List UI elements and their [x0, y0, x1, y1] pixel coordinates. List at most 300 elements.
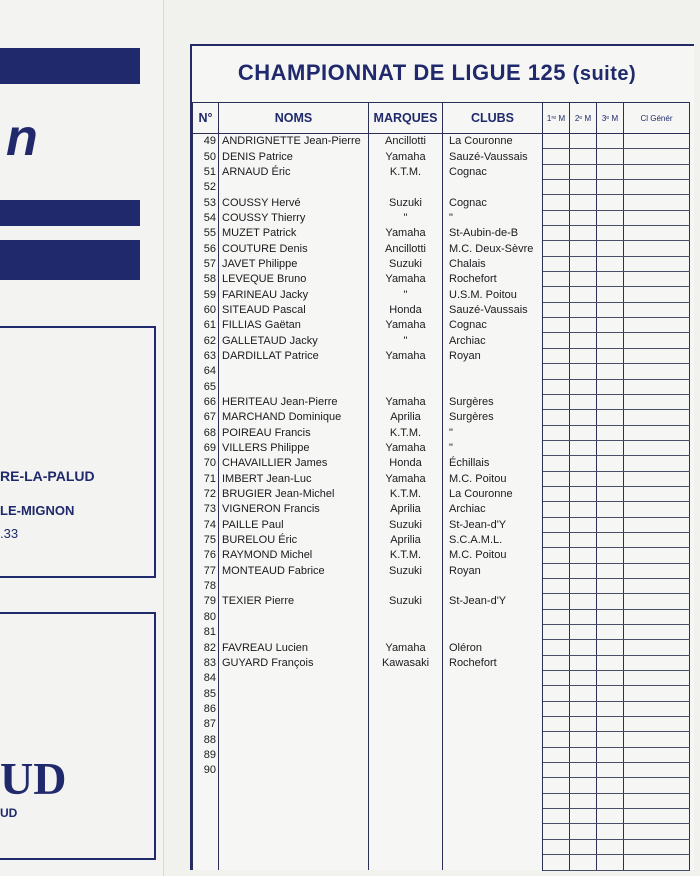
empty-cell: [193, 793, 219, 808]
rider-name: SITEAUD Pascal: [219, 302, 369, 317]
result-cell-manche-1: [543, 256, 570, 271]
result-cell-manche-1: [543, 701, 570, 716]
rider-marque: Suzuki: [369, 256, 443, 271]
row-number: 81: [193, 625, 219, 640]
rider-club: St-Aubin-de-B: [443, 226, 543, 241]
empty-cell: [443, 824, 543, 839]
result-cell-manche-2: [570, 686, 597, 701]
result-cell-general: [624, 471, 690, 486]
result-cell-manche-3: [597, 655, 624, 670]
result-cell-general: [624, 348, 690, 363]
row-number: 63: [193, 348, 219, 363]
row-number: 51: [193, 164, 219, 179]
rider-club: [443, 364, 543, 379]
result-cell-manche-2: [570, 333, 597, 348]
result-cell-manche-1: [543, 517, 570, 532]
result-cell-manche-2: [570, 763, 597, 778]
result-cell-manche-1: [543, 594, 570, 609]
table-row: [193, 272, 690, 287]
empty-cell: [369, 839, 443, 854]
row-number: 49: [193, 134, 219, 149]
result-cell-general: [624, 486, 690, 501]
row-number: 50: [193, 149, 219, 164]
result-cell-manche-1: [543, 210, 570, 225]
rider-marque: [369, 364, 443, 379]
header-classement-general: Cl Génér: [624, 103, 690, 134]
result-cell-general: [624, 287, 690, 302]
result-cell-manche-3: [597, 594, 624, 609]
table-row: [193, 195, 690, 210]
result-cell-manche-2: [570, 747, 597, 762]
rider-marque: [369, 686, 443, 701]
result-cell-manche-2: [570, 410, 597, 425]
empty-cell: [219, 778, 369, 793]
result-cell-manche-2: [570, 348, 597, 363]
empty-cell: [570, 778, 597, 793]
row-number: 58: [193, 272, 219, 287]
result-cell-manche-1: [543, 164, 570, 179]
result-cell-manche-3: [597, 195, 624, 210]
empty-cell: [570, 855, 597, 870]
result-cell-manche-3: [597, 701, 624, 716]
table-row: [193, 210, 690, 225]
empty-cell: [219, 809, 369, 824]
rider-name: FAVREAU Lucien: [219, 640, 369, 655]
row-number: 71: [193, 471, 219, 486]
left-page-logo: n: [6, 109, 37, 167]
empty-cell: [597, 809, 624, 824]
empty-cell: [443, 778, 543, 793]
rider-marque: Ancillotti: [369, 241, 443, 256]
empty-cell: [193, 855, 219, 870]
rider-marque: Aprilia: [369, 410, 443, 425]
empty-cell: [219, 793, 369, 808]
rider-marque: Yamaha: [369, 394, 443, 409]
rider-club: Archiac: [443, 502, 543, 517]
rider-club: [443, 609, 543, 624]
result-cell-manche-2: [570, 471, 597, 486]
result-cell-manche-1: [543, 502, 570, 517]
rider-club: St-Jean-d'Y: [443, 517, 543, 532]
result-cell-manche-2: [570, 134, 597, 149]
table-row: [193, 394, 690, 409]
table-row: [193, 563, 690, 578]
table-row: [193, 410, 690, 425]
empty-cell: [597, 778, 624, 793]
rider-marque: Suzuki: [369, 594, 443, 609]
rider-name: [219, 686, 369, 701]
result-cell-general: [624, 272, 690, 287]
row-number: 61: [193, 318, 219, 333]
empty-cell: [369, 809, 443, 824]
table-row: [193, 594, 690, 609]
empty-cell: [443, 793, 543, 808]
left-page-top-bar: [0, 48, 140, 84]
rider-club: Royan: [443, 348, 543, 363]
result-cell-manche-3: [597, 747, 624, 762]
rider-marque: [369, 717, 443, 732]
result-cell-manche-1: [543, 440, 570, 455]
result-cell-manche-2: [570, 563, 597, 578]
table-row: [193, 640, 690, 655]
rider-name: MUZET Patrick: [219, 226, 369, 241]
rider-marque: K.T.M.: [369, 425, 443, 440]
results-table: [192, 102, 690, 871]
result-cell-manche-1: [543, 671, 570, 686]
result-cell-general: [624, 732, 690, 747]
rider-club: Cognac: [443, 195, 543, 210]
table-row: [193, 287, 690, 302]
table-row: [193, 164, 690, 179]
rider-name: FILLIAS Gaëtan: [219, 318, 369, 333]
rider-name: BRUGIER Jean-Michel: [219, 486, 369, 501]
table-row: [193, 180, 690, 195]
result-cell-manche-3: [597, 149, 624, 164]
table-row: [193, 333, 690, 348]
table-row-empty: [193, 824, 690, 839]
row-number: 56: [193, 241, 219, 256]
table-row-empty: [193, 778, 690, 793]
rider-club: [443, 671, 543, 686]
table-row: [193, 348, 690, 363]
result-cell-manche-2: [570, 364, 597, 379]
row-number: 77: [193, 563, 219, 578]
rider-name: DENIS Patrice: [219, 149, 369, 164]
row-number: 52: [193, 180, 219, 195]
sheet-title: [192, 60, 682, 86]
table-row-empty: [193, 855, 690, 870]
result-cell-manche-2: [570, 272, 597, 287]
row-number: 82: [193, 640, 219, 655]
result-cell-general: [624, 241, 690, 256]
result-cell-manche-2: [570, 256, 597, 271]
rider-club: Royan: [443, 563, 543, 578]
left-page-mid-bar: [0, 200, 140, 226]
result-cell-manche-3: [597, 318, 624, 333]
result-cell-manche-1: [543, 241, 570, 256]
result-cell-manche-3: [597, 625, 624, 640]
rider-marque: Suzuki: [369, 517, 443, 532]
row-number: 55: [193, 226, 219, 241]
result-cell-manche-3: [597, 686, 624, 701]
rider-marque: ": [369, 210, 443, 225]
result-cell-manche-1: [543, 394, 570, 409]
result-cell-general: [624, 640, 690, 655]
row-number: 86: [193, 701, 219, 716]
result-cell-manche-3: [597, 379, 624, 394]
table-row: [193, 686, 690, 701]
empty-cell: [543, 778, 570, 793]
results-sheet: [190, 44, 694, 870]
result-cell-manche-2: [570, 195, 597, 210]
rider-name: DARDILLAT Patrice: [219, 348, 369, 363]
result-cell-general: [624, 425, 690, 440]
rider-marque: K.T.M.: [369, 548, 443, 563]
rider-name: VILLERS Philippe: [219, 440, 369, 455]
rider-club: Échillais: [443, 456, 543, 471]
rider-marque: Yamaha: [369, 640, 443, 655]
header-manche-3: 3ᵉ M: [597, 103, 624, 134]
empty-cell: [597, 839, 624, 854]
rider-marque: Yamaha: [369, 318, 443, 333]
result-cell-manche-1: [543, 471, 570, 486]
result-cell-manche-2: [570, 379, 597, 394]
rider-club: [443, 379, 543, 394]
rider-club: [443, 701, 543, 716]
empty-cell: [624, 839, 690, 854]
rider-club: ": [443, 440, 543, 455]
row-number: 53: [193, 195, 219, 210]
row-number: 76: [193, 548, 219, 563]
rider-marque: Suzuki: [369, 195, 443, 210]
result-cell-general: [624, 686, 690, 701]
rider-name: RAYMOND Michel: [219, 548, 369, 563]
result-cell-manche-3: [597, 410, 624, 425]
table-row: [193, 226, 690, 241]
empty-cell: [624, 855, 690, 870]
rider-marque: Aprilia: [369, 532, 443, 547]
row-number: 64: [193, 364, 219, 379]
result-cell-general: [624, 318, 690, 333]
row-number: 74: [193, 517, 219, 532]
result-cell-general: [624, 440, 690, 455]
result-cell-general: [624, 149, 690, 164]
rider-club: Surgères: [443, 394, 543, 409]
table-row: [193, 517, 690, 532]
result-cell-manche-3: [597, 302, 624, 317]
left-page-mid-bar-2: [0, 240, 140, 280]
rider-name: JAVET Philippe: [219, 256, 369, 271]
table-row: [193, 763, 690, 778]
result-cell-manche-2: [570, 425, 597, 440]
rider-club: Archiac: [443, 333, 543, 348]
rider-marque: K.T.M.: [369, 486, 443, 501]
result-cell-manche-3: [597, 717, 624, 732]
result-cell-general: [624, 226, 690, 241]
result-cell-manche-2: [570, 655, 597, 670]
empty-cell: [443, 839, 543, 854]
empty-cell: [443, 809, 543, 824]
empty-cell: [443, 855, 543, 870]
row-number: 85: [193, 686, 219, 701]
rider-club: S.C.A.M.L.: [443, 532, 543, 547]
empty-cell: [193, 778, 219, 793]
left-page-fragment: [0, 0, 164, 876]
rider-marque: [369, 732, 443, 747]
result-cell-general: [624, 763, 690, 778]
row-number: 75: [193, 532, 219, 547]
result-cell-general: [624, 594, 690, 609]
rider-name: VIGNERON Francis: [219, 502, 369, 517]
header-manche-2: 2ᵉ M: [570, 103, 597, 134]
row-number: 54: [193, 210, 219, 225]
rider-club: La Couronne: [443, 486, 543, 501]
result-cell-manche-2: [570, 287, 597, 302]
empty-cell: [543, 824, 570, 839]
result-cell-manche-3: [597, 440, 624, 455]
result-cell-manche-1: [543, 563, 570, 578]
rider-marque: Kawasaki: [369, 655, 443, 670]
title-main: CHAMPIONNAT DE LIGUE 125: [237, 60, 567, 85]
rider-name: FARINEAU Jacky: [219, 287, 369, 302]
rider-name: [219, 701, 369, 716]
result-cell-manche-3: [597, 180, 624, 195]
rider-name: COUSSY Thierry: [219, 210, 369, 225]
result-cell-manche-3: [597, 456, 624, 471]
rider-name: [219, 763, 369, 778]
table-row: [193, 241, 690, 256]
rider-marque: Yamaha: [369, 272, 443, 287]
rider-club: St-Jean-d'Y: [443, 594, 543, 609]
result-cell-manche-3: [597, 164, 624, 179]
empty-cell: [369, 778, 443, 793]
result-cell-manche-3: [597, 640, 624, 655]
table-row: [193, 379, 690, 394]
empty-cell: [219, 824, 369, 839]
result-cell-manche-2: [570, 164, 597, 179]
row-number: 68: [193, 425, 219, 440]
header-num: N°: [193, 103, 219, 134]
rider-marque: Ancillotti: [369, 134, 443, 149]
result-cell-manche-1: [543, 226, 570, 241]
rider-marque: Yamaha: [369, 226, 443, 241]
result-cell-manche-3: [597, 671, 624, 686]
rider-name: [219, 732, 369, 747]
table-row: [193, 486, 690, 501]
rider-name: [219, 578, 369, 593]
table-row: [193, 256, 690, 271]
rider-name: MONTEAUD Fabrice: [219, 563, 369, 578]
rider-club: [443, 747, 543, 762]
result-cell-general: [624, 609, 690, 624]
row-number: 57: [193, 256, 219, 271]
result-cell-manche-1: [543, 410, 570, 425]
header-noms: NOMS: [219, 103, 369, 134]
result-cell-general: [624, 456, 690, 471]
result-cell-manche-2: [570, 532, 597, 547]
table-row-empty: [193, 839, 690, 854]
rider-name: COUSSY Hervé: [219, 195, 369, 210]
empty-cell: [570, 793, 597, 808]
result-cell-general: [624, 655, 690, 670]
rider-name: GALLETAUD Jacky: [219, 333, 369, 348]
result-cell-manche-3: [597, 609, 624, 624]
empty-cell: [369, 855, 443, 870]
result-cell-manche-2: [570, 318, 597, 333]
result-cell-manche-1: [543, 548, 570, 563]
result-cell-manche-3: [597, 578, 624, 593]
result-cell-manche-3: [597, 763, 624, 778]
table-row: [193, 717, 690, 732]
empty-cell: [597, 855, 624, 870]
rider-name: POIREAU Francis: [219, 425, 369, 440]
rider-name: [219, 671, 369, 686]
rider-name: HERITEAU Jean-Pierre: [219, 394, 369, 409]
result-cell-manche-1: [543, 379, 570, 394]
result-cell-manche-3: [597, 425, 624, 440]
result-cell-manche-3: [597, 563, 624, 578]
result-cell-general: [624, 548, 690, 563]
result-cell-manche-1: [543, 655, 570, 670]
rider-name: COUTURE Denis: [219, 241, 369, 256]
result-cell-manche-1: [543, 763, 570, 778]
row-number: 90: [193, 763, 219, 778]
rider-name: TEXIER Pierre: [219, 594, 369, 609]
left-page-small-text: UD: [0, 806, 18, 820]
result-cell-manche-2: [570, 210, 597, 225]
result-cell-manche-1: [543, 425, 570, 440]
result-cell-manche-3: [597, 210, 624, 225]
empty-cell: [193, 809, 219, 824]
rider-club: Cognac: [443, 318, 543, 333]
rider-club: Chalais: [443, 256, 543, 271]
result-cell-manche-2: [570, 241, 597, 256]
rider-marque: [369, 379, 443, 394]
result-cell-manche-1: [543, 732, 570, 747]
result-cell-manche-1: [543, 180, 570, 195]
rider-club: [443, 578, 543, 593]
result-cell-general: [624, 180, 690, 195]
rider-marque: Yamaha: [369, 440, 443, 455]
result-cell-manche-1: [543, 747, 570, 762]
row-number: 67: [193, 410, 219, 425]
row-number: 60: [193, 302, 219, 317]
result-cell-manche-1: [543, 134, 570, 149]
rider-club: [443, 625, 543, 640]
result-cell-general: [624, 517, 690, 532]
table-row-empty: [193, 793, 690, 808]
result-cell-general: [624, 578, 690, 593]
table-row: [193, 671, 690, 686]
table-row: [193, 578, 690, 593]
empty-cell: [193, 839, 219, 854]
result-cell-general: [624, 532, 690, 547]
rider-name: BURELOU Éric: [219, 532, 369, 547]
result-cell-general: [624, 747, 690, 762]
table-row: [193, 548, 690, 563]
table-row: [193, 609, 690, 624]
rider-club: U.S.M. Poitou: [443, 287, 543, 302]
result-cell-manche-1: [543, 195, 570, 210]
result-cell-manche-2: [570, 456, 597, 471]
rider-marque: Honda: [369, 302, 443, 317]
result-cell-manche-2: [570, 732, 597, 747]
rider-marque: [369, 609, 443, 624]
rider-marque: Suzuki: [369, 563, 443, 578]
empty-cell: [543, 839, 570, 854]
rider-name: MARCHAND Dominique: [219, 410, 369, 425]
rider-name: [219, 180, 369, 195]
table-row: [193, 318, 690, 333]
result-cell-manche-2: [570, 486, 597, 501]
rider-club: [443, 732, 543, 747]
rider-marque: ": [369, 287, 443, 302]
table-row: [193, 502, 690, 517]
rider-club: M.C. Poitou: [443, 548, 543, 563]
table-row-empty: [193, 809, 690, 824]
result-cell-general: [624, 134, 690, 149]
result-cell-manche-3: [597, 348, 624, 363]
result-cell-general: [624, 394, 690, 409]
table-row: [193, 364, 690, 379]
rider-marque: [369, 747, 443, 762]
result-cell-manche-2: [570, 440, 597, 455]
rider-name: [219, 625, 369, 640]
row-number: 65: [193, 379, 219, 394]
header-clubs: CLUBS: [443, 103, 543, 134]
result-cell-manche-3: [597, 532, 624, 547]
empty-cell: [543, 809, 570, 824]
